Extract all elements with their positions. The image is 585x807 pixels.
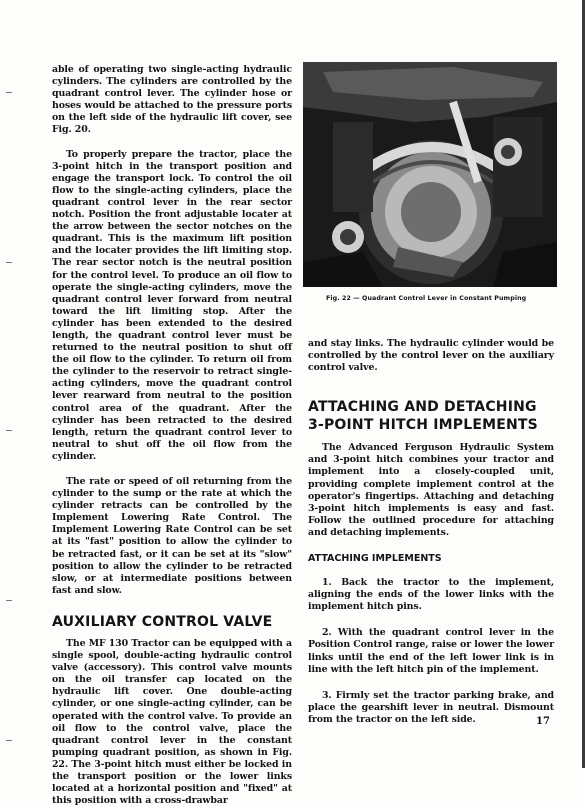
step-1: 1. Back the tractor to the implement, aligning the ends of the lower links with the implement hitch pins. <box>308 577 554 613</box>
figure-22-photo <box>303 62 557 287</box>
paragraph-auxiliary-valve: The MF 130 Tractor can be equipped with a single spool, double-acting hydraulic control valve (accessory). This control valve mounts on the oil transfer cap located on the hydraulic lift cover. One double-acting cylinder, or one single-acting cylinder, can be operated with the control valve. To provide an oil flow to the control valve, place the quadrant control lever in the constant pumping quadrant position, as shown in Fig. 22. The 3-point hitch must either be locked in the transport position or the lower links located at a horizontal position and "fixed" at this position with a cross-drawbar <box>52 637 292 807</box>
margin-mark <box>6 740 12 741</box>
step-2: 2. With the quadrant control lever in the Position Control range, raise or lower the lower links until the end of the left lower link is in line with the left hitch pin of the implement. <box>308 627 554 675</box>
margin-mark <box>6 262 12 263</box>
quadrant-photo-image <box>303 62 557 287</box>
paragraph-prepare-tractor: To properly prepare the tractor, place the 3-point hitch in the transport position and engage the transport lock. To control the oil flow to the single-acting cylinders, place the quadrant control lever in the rear sector notch. Position the front adjustable locater at the arrow between the sector notches on the quadrant. This is the maximum lift position and the locater provides the lift limiting stop. The rear sector notch is the neutral position for the control level. To produce an oil flow to operate the single-acting cylinders, move the quadrant control lever forward from neutral toward the lift limiting stop. After the cylinder has been extended to the desired length, the quadrant control lever must be returned to the neutral position to shut off the oil flow to the cylinder. To return oil from the cylinder to the reservoir to retract single-acting cylinders, move the quadrant control lever rearward from neutral to the position control area of the quadrant. After the cylinder has been retracted to the desired length, return the quadrant control lever to neutral to shut off the oil flow from the cylinder. <box>52 148 292 462</box>
margin-mark <box>6 430 12 431</box>
paragraph-oil-return-rate: The rate or speed of oil returning from the cylinder to the sump or the rate at which the cylinder retracts can be controlled by the Implement Lowering Rate Control. The Implement Lowering Rate Control can be set at its "fast" position to allow the cylinder to be retracted fast, or it can be set at its "slow" position to allow the cylinder to be retracted slow, or at intermediate positions between fast and slow. <box>52 476 292 596</box>
paragraph-continued: able of operating two single-acting hydraulic cylinders. The cylinders are controlled by the quadrant control lever. The cylinder hose or hoses would be attached to the pressure ports on the left side of the hydraulic lift cover, see Fig. 20. <box>52 64 292 136</box>
paragraph-ferguson-system: The Advanced Ferguson Hydraulic System and 3-point hitch combines your tractor and implement into a closely-coupled unit, providing complete implement control at the operator's fingertips. Attaching and detaching 3-point hitch implements is easy and fast. Follow the outlined procedure for attaching and detaching implements. <box>308 442 554 538</box>
subheading-attaching-implements: ATTACHING IMPLEMENTS <box>308 553 442 565</box>
right-column <box>308 338 554 737</box>
heading-auxiliary-control-valve: AUXILIARY CONTROL VALVE <box>52 613 273 630</box>
figure-caption: Fig. 22 — Quadrant Control Lever in Constant Pumping <box>326 295 527 302</box>
page-number: 17 <box>536 716 550 727</box>
heading-attaching-detaching: ATTACHING AND DETACHING 3-POINT HITCH IMPLEMENTS <box>308 399 538 434</box>
step-3: 3. Firmly set the tractor parking brake, and place the gearshift lever in neutral. Dismount from the tractor on the left side. <box>308 689 554 725</box>
paragraph-stay-links: and stay links. The hydraulic cylinder would be controlled by the control lever on the auxiliary control valve. <box>308 338 554 374</box>
margin-mark <box>6 600 12 601</box>
margin-mark <box>6 92 12 93</box>
left-column <box>52 64 292 807</box>
